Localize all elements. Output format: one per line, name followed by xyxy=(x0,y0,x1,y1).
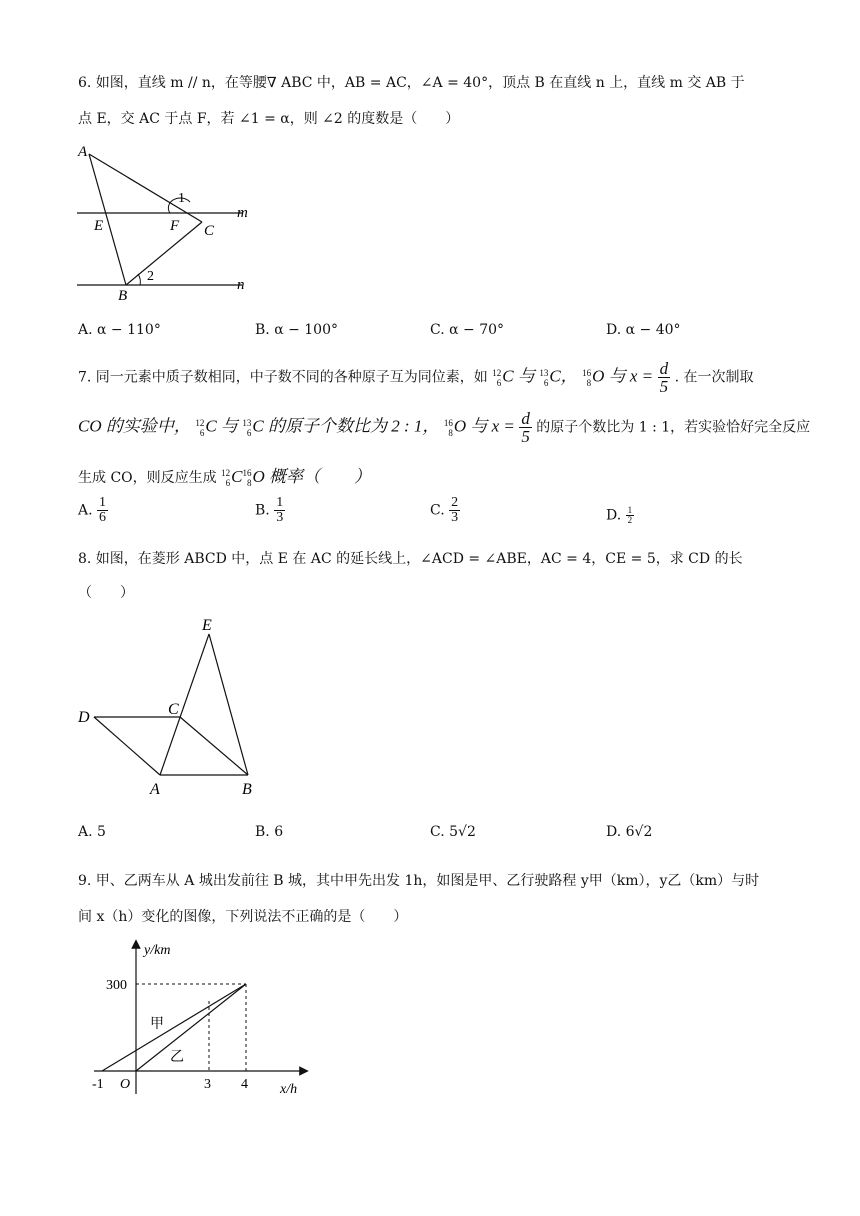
q6-label-m: m xyxy=(237,205,248,221)
q8-stem-line1: 8. 如图，在菱形 ABCD 中，点 E 在 AC 的延长线上，∠ACD = ∠ABE，AC = 4，CE = 5，求 CD 的长 xyxy=(78,551,743,567)
q9-graph xyxy=(84,936,314,1101)
q8-option-c[interactable]: C. 5√2 xyxy=(430,824,476,840)
q7-stem-line1: 7. 同一元素中质子数相同，中子数不同的各种原子互为同位素，如 12 6 C 与 13 6 C， 16 8 O 与 x = $\frac{d}{5}$ . 在一次制取 xyxy=(78,359,754,396)
q6-option-a[interactable]: A. α − 110° xyxy=(78,322,161,338)
q6-option-b[interactable]: B. α − 100° xyxy=(255,322,338,338)
q7-option-c[interactable]: C. $\frac{2}{3}$ xyxy=(430,495,459,525)
q6-stem-line2: 点 E，交 AC 于点 F，若 ∠1 = α，则 ∠2 的度数是（ ） xyxy=(78,111,460,127)
q9-ylabel: y/km xyxy=(144,943,171,958)
q8-option-d[interactable]: D. 6√2 xyxy=(606,824,653,840)
q6-label-A: A xyxy=(78,144,88,160)
q6-label-C: C xyxy=(204,223,215,239)
q9-series-jia: 甲 xyxy=(150,1017,164,1032)
q9-tick-300: 300 xyxy=(106,978,127,993)
q7-stem-line2: CO 的实验中， 12 6 C 与 13 6 C 的原子个数比为 2 : 1， 16 8 O 与 x = $\frac{d}{5}$ 的原子个数比为 1 : 1，若实验恰好完全反应 xyxy=(78,409,811,446)
q8-label-C: C xyxy=(168,701,179,718)
q7-stem-line3: 生成 CO，则反应生成 12 6 C 16 8 O 概率（ ） xyxy=(78,467,371,488)
q6-figure xyxy=(72,140,272,305)
q9-xlabel: x/h xyxy=(280,1082,298,1097)
q7-option-d[interactable]: D. $\frac{1}{2}$ xyxy=(606,505,633,525)
q8-option-b[interactable]: B. 6 xyxy=(255,824,284,840)
q9-stem-line2: 间 x（h）变化的图像，下列说法不正确的是（ ） xyxy=(78,909,408,925)
q8-option-a[interactable]: A. 5 xyxy=(78,824,106,840)
q6-label-n: n xyxy=(237,277,245,293)
q6-label-E: E xyxy=(94,218,104,234)
q6-angle-2: 2 xyxy=(147,269,154,284)
q7-option-a[interactable]: A. $\frac{1}{6}$ xyxy=(78,495,107,525)
q6-option-d[interactable]: D. α − 40° xyxy=(606,322,681,338)
q8-label-A: A xyxy=(150,781,160,798)
q7-option-b[interactable]: B. $\frac{1}{3}$ xyxy=(255,495,284,525)
q6-label-B: B xyxy=(118,288,128,304)
q6-angle-1: 1 xyxy=(178,191,185,206)
q8-label-B: B xyxy=(242,781,252,798)
q8-label-D: D xyxy=(78,709,90,726)
q8-label-E: E xyxy=(202,617,212,634)
q8-figure xyxy=(72,612,272,802)
q8-stem-line2: （ ） xyxy=(78,585,134,601)
q6-option-c[interactable]: C. α − 70° xyxy=(430,322,505,338)
q9-series-yi: 乙 xyxy=(170,1050,184,1065)
q9-tick-O: O xyxy=(120,1077,131,1092)
q6-label-F: F xyxy=(170,218,180,234)
q6-stem-line1: 6. 如图，直线 m // n，在等腰∇ ABC 中，AB = AC，∠A = 40°，顶点 B 在直线 n 上，直线 m 交 AB 于 xyxy=(78,75,745,91)
q9-tick-m1: -1 xyxy=(92,1077,104,1092)
q9-tick-3: 3 xyxy=(204,1077,211,1092)
q9-tick-4: 4 xyxy=(241,1077,248,1092)
q9-stem-line1: 9. 甲、乙两车从 A 城出发前往 B 城，其中甲先出发 1h，如图是甲、乙行驶路程 y甲（km），y乙（km）与时 xyxy=(78,873,760,889)
